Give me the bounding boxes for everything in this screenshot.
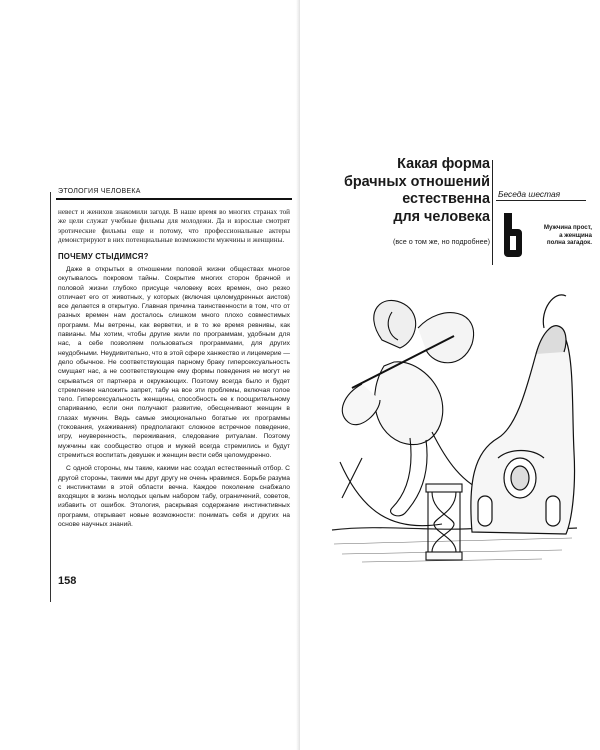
paragraph: невест и женихов знакомили загодя. В наше время во многих странах той же цели служат учебные фильмы для молодежи. Да и взрослые смотрят эротические фильмы еще и потому, что профессиональные актеры демонстрируют в них потенциальные возможности мужчины и женщины. [58, 208, 290, 245]
paragraph: Даже в открытых в отношении половой жизни обществах многое окутывалось покровом тайны. Сокрытие многих сторон брачной и половой жизни глубоко присуще человеку всех времен, оно резко отличает его от животных, у которых (включая целомудренных аистов) все делается в открытую. Главная причина таинственности в том, что от разных времен нам досталось слишком много плохо совместимых программ. Мы ветрены, как верветки, и в то же время ревнивы, как павианы. Мы хотим, чтобы другие жили по программам, удобным для нас, а себе позволяем пользоваться программами, для других неудобными. Неудивительно, что в этой сфере ханжество и лицемерие — дело обычное. Не соответствующая парному браку гиперсексуальность смущает нас, а не соответствующие ему формы поведения не могут не скрываться от партнера и окружающих. Поэтому всегда было и будет стремление наложить запрет, табу на все эти проблемы, включая голое тело. Гиперсексуальность женщины, способность ее к поощрительному спариванию, если они получают развитие, обесценивают женщин в глазах мужчин. Ведь самые эмоционально богатые их программы (токования, ухаживания) предполагают сложное встречное поведение, игру, неуверенность, переживания, следование ритуалам. Поэтому мужчины как сообщество отцов и мужей всегда стремились и будут стремиться воспитать девушек и женщин вести себя целомудренно. [58, 266, 290, 459]
chapter-digit-text: 6 [499, 209, 500, 210]
running-head-rule [56, 198, 292, 200]
cupid-and-sphinx-illustration-icon [322, 262, 584, 570]
paragraph: С одной стороны, мы такие, какими нас создал естественный отбор. С другой стороны, такими мы друг другу не очень нравимся. Борьбе разума с инстинктами в этой области вечна. Каждое поколение снабжало входящих в жизнь молодых целым набором табу, ограничений, советов, избавить от ошибок. Этология, раскрывая содержание инстинктивных программ, открывает новые возможности: понимать себя и других на основе научных знаний. [58, 465, 290, 529]
chapter-title-line: Какая форма [397, 156, 490, 172]
sphinx-figure [471, 295, 575, 534]
cupid-figure [340, 300, 490, 525]
section-title: ПОЧЕМУ СТЫДИМСЯ? [58, 252, 149, 261]
chapter-title-line: брачных отношений [343, 173, 490, 190]
talk-label: Беседа шестая [498, 189, 561, 199]
chapter-subtitle: (все о том же, но подробнее) [392, 237, 490, 246]
hourglass-icon [426, 484, 462, 560]
chapter-title-line: естественна [402, 191, 490, 207]
page-number: 158 [58, 575, 77, 587]
chapter-number-six [499, 209, 525, 261]
running-head: ЭТОЛОГИЯ ЧЕЛОВЕКА [58, 188, 141, 195]
chapter-side-rule [492, 160, 493, 265]
chapter-title-line: для человека [393, 208, 490, 225]
epigraph-line: полна загадок. [546, 239, 592, 247]
margin-rule [50, 192, 51, 602]
section-body [58, 265, 290, 533]
top-paragraph [58, 208, 290, 250]
epigraph [530, 224, 592, 247]
chapter-title [308, 156, 490, 226]
talk-label-rule [496, 200, 586, 201]
epigraph-line: Мужчина прост, [543, 224, 592, 231]
epigraph-line: а женщина [559, 231, 592, 239]
